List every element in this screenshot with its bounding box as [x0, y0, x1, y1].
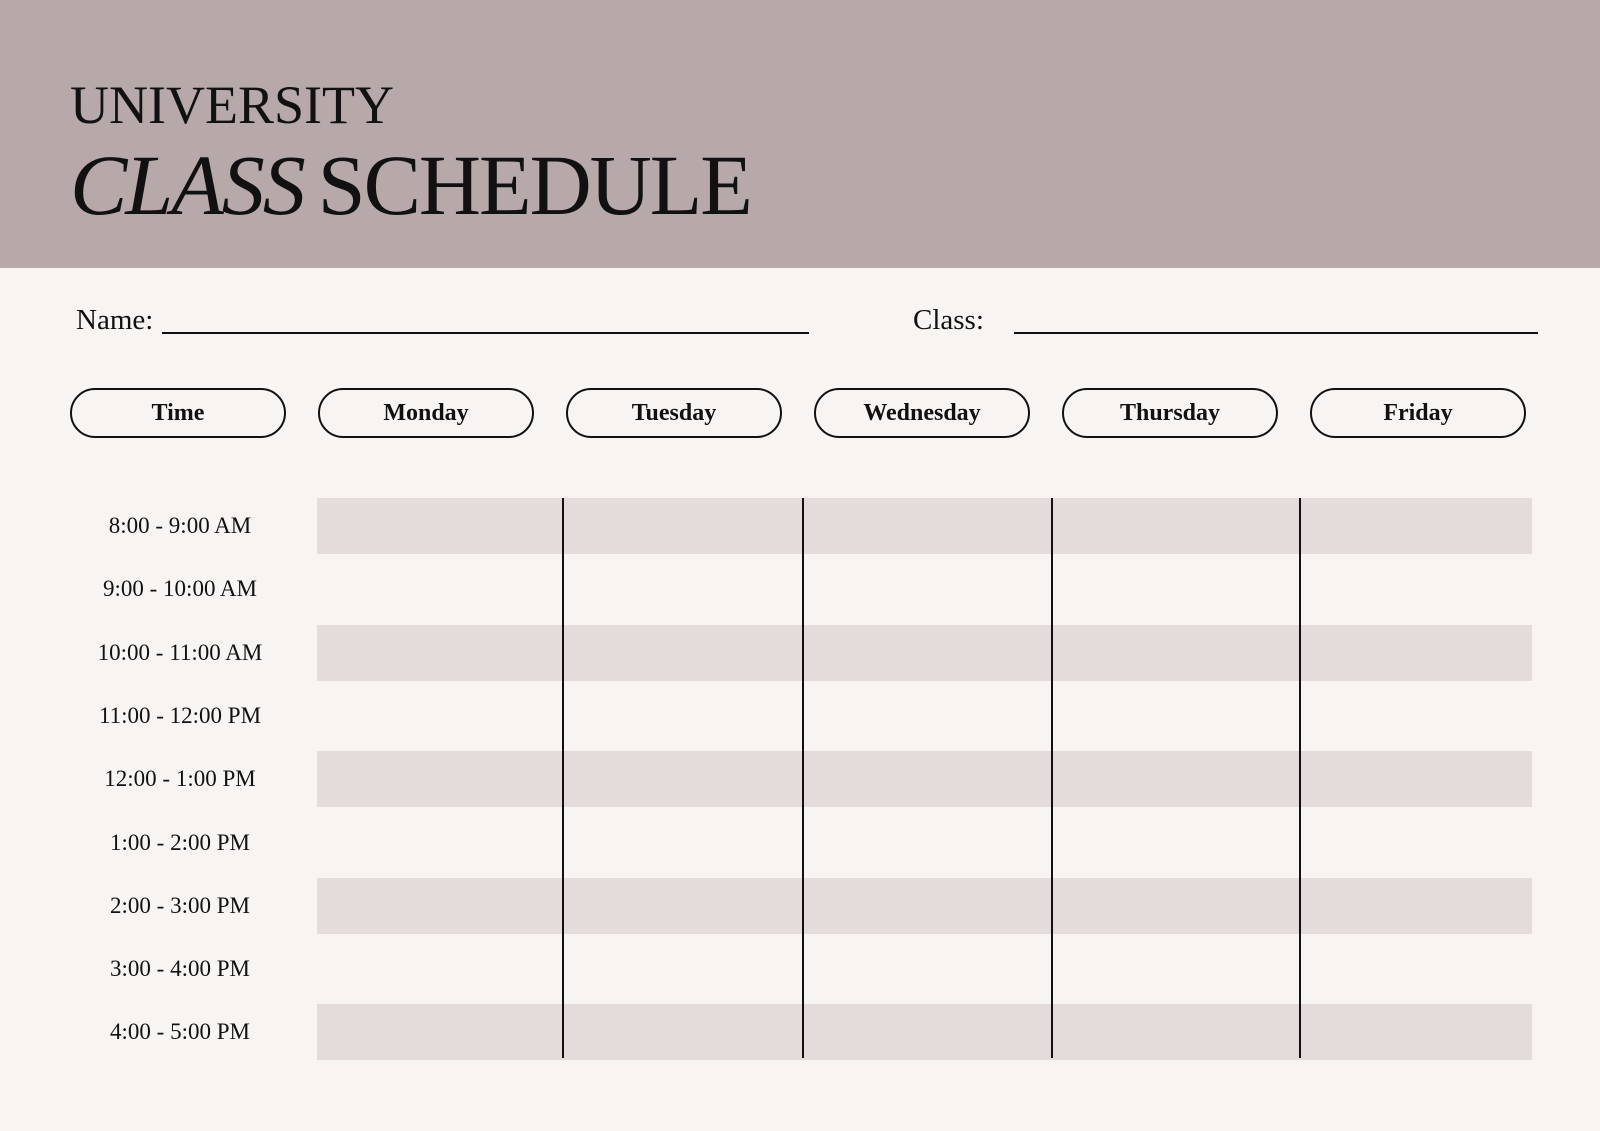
time-slot-label: 3:00 - 4:00 PM [110, 956, 250, 982]
schedule-cell-tuesday[interactable] [563, 1004, 801, 1060]
schedule-cell-wednesday[interactable] [803, 688, 1050, 744]
time-slot-label: 8:00 - 9:00 AM [108, 513, 252, 538]
day-divider-line [1051, 498, 1053, 1058]
schedule-cell-monday[interactable] [317, 561, 561, 617]
column-header-time: Time [70, 388, 286, 438]
column-header-thursday: Thursday [1062, 388, 1278, 438]
title-class-word: CLASS [70, 137, 304, 233]
title-university: UNIVERSITY [70, 75, 394, 135]
column-header-tuesday: Tuesday [566, 388, 782, 438]
schedule-cell-monday[interactable] [317, 1004, 561, 1060]
time-slot-label: 10:00 - 11:00 AM [97, 639, 263, 665]
class-field[interactable] [1014, 332, 1538, 334]
schedule-cell-tuesday[interactable] [563, 625, 801, 681]
time-slot-label: 4:00 - 5:00 PM [110, 1019, 250, 1045]
schedule-cell-wednesday[interactable] [803, 878, 1050, 934]
day-divider-line [562, 498, 564, 1058]
schedule-cell-thursday[interactable] [1052, 1004, 1298, 1060]
day-divider-line [1299, 498, 1301, 1058]
schedule-cell-wednesday[interactable] [803, 751, 1050, 807]
schedule-cell-wednesday[interactable] [803, 1004, 1050, 1060]
time-slot-label: 11:00 - 12:00 PM [98, 702, 262, 728]
schedule-cell-tuesday[interactable] [563, 941, 801, 997]
schedule-cell-thursday[interactable] [1052, 941, 1298, 997]
title-schedule-word: SCHEDULE [317, 137, 751, 233]
header-banner [0, 0, 1600, 268]
schedule-cell-monday[interactable] [317, 751, 561, 807]
schedule-cell-friday[interactable] [1300, 561, 1532, 617]
schedule-cell-wednesday[interactable] [803, 498, 1050, 554]
title-class-schedule [70, 137, 751, 233]
schedule-cell-monday[interactable] [317, 941, 561, 997]
schedule-cell-thursday[interactable] [1052, 878, 1298, 934]
schedule-cell-monday[interactable] [317, 815, 561, 871]
day-divider-line [802, 498, 804, 1058]
schedule-cell-wednesday[interactable] [803, 815, 1050, 871]
schedule-cell-tuesday[interactable] [563, 878, 801, 934]
schedule-cell-monday[interactable] [317, 625, 561, 681]
schedule-cell-tuesday[interactable] [563, 815, 801, 871]
time-slot-label: 2:00 - 3:00 PM [110, 892, 250, 918]
schedule-cell-friday[interactable] [1300, 941, 1532, 997]
schedule-cell-friday[interactable] [1300, 688, 1532, 744]
schedule-cell-wednesday[interactable] [803, 941, 1050, 997]
time-slot-label: 12:00 - 1:00 PM [104, 766, 256, 792]
schedule-cell-tuesday[interactable] [563, 561, 801, 617]
schedule-cell-tuesday[interactable] [563, 498, 801, 554]
time-slot-label: 1:00 - 2:00 PM [110, 829, 250, 855]
time-slot-label: 9:00 - 10:00 AM [103, 576, 257, 602]
schedule-cell-monday[interactable] [317, 878, 561, 934]
column-header-monday: Monday [318, 388, 534, 438]
name-field[interactable] [162, 332, 809, 334]
schedule-cell-wednesday[interactable] [803, 625, 1050, 681]
name-label: Name: [76, 304, 154, 336]
schedule-cell-thursday[interactable] [1052, 688, 1298, 744]
schedule-cell-friday[interactable] [1300, 751, 1532, 807]
schedule-cell-thursday[interactable] [1052, 498, 1298, 554]
schedule-cell-thursday[interactable] [1052, 561, 1298, 617]
schedule-cell-wednesday[interactable] [803, 561, 1050, 617]
schedule-cell-friday[interactable] [1300, 878, 1532, 934]
schedule-cell-thursday[interactable] [1052, 815, 1298, 871]
schedule-cell-friday[interactable] [1300, 815, 1532, 871]
schedule-cell-monday[interactable] [317, 498, 561, 554]
schedule-cell-tuesday[interactable] [563, 688, 801, 744]
schedule-cell-friday[interactable] [1300, 625, 1532, 681]
schedule-cell-monday[interactable] [317, 688, 561, 744]
schedule-cell-thursday[interactable] [1052, 751, 1298, 807]
class-label: Class: [913, 304, 984, 336]
schedule-cell-friday[interactable] [1300, 1004, 1532, 1060]
column-header-wednesday: Wednesday [814, 388, 1030, 438]
schedule-cell-thursday[interactable] [1052, 625, 1298, 681]
schedule-cell-tuesday[interactable] [563, 751, 801, 807]
column-header-friday: Friday [1310, 388, 1526, 438]
schedule-cell-friday[interactable] [1300, 498, 1532, 554]
